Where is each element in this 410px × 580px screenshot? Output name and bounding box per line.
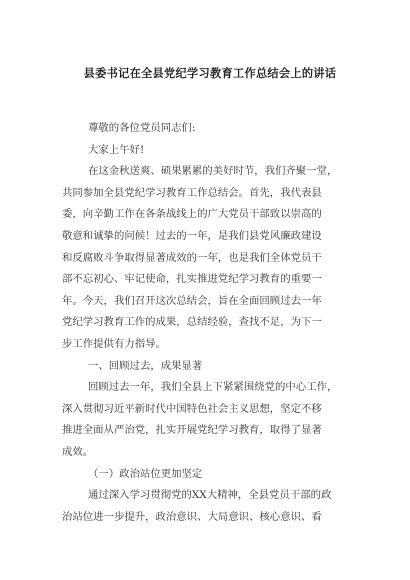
body-line: 在这金秋送爽、硕果累累的美好时节，我们齐聚一堂，: [88, 165, 338, 178]
document-title: 县委书记在全县党纪学习教育工作总结会上的讲话: [83, 67, 337, 80]
body-line: 敬意和诚挚的问候！过去的一年，是我们县党风廉政建设: [62, 230, 322, 242]
body-line: 步工作提供有力指导。: [62, 338, 166, 350]
body-line: 推进全面从严治党，扎实开展党纪学习教育，取得了显著: [62, 424, 322, 437]
body-line: 委，向辛勤工作在各条战线上的广大党员干部致以崇高的: [62, 208, 322, 221]
body-line: 年。今天，我们召开这次总结会，旨在全面回顾过去一年: [62, 294, 322, 307]
body-line: 治站位进一步提升，政治意识、大局意识、核心意识、看: [62, 510, 322, 523]
body-line: 大家上午好!: [88, 143, 145, 156]
body-line: 尊敬的各位党员同志们:: [88, 122, 196, 134]
body-line: 和反腐败斗争取得显著成效的一年，也是我们全体党员干: [62, 251, 322, 264]
body-line: 通过深入学习贯彻党的XX大精神，全县党员干部的政: [88, 489, 332, 502]
body-line: 深入贯彻习近平新时代中国特色社会主义思想，坚定不移: [62, 402, 322, 415]
body-line: 党纪学习教育工作的成果，总结经验，查找不足，为下一: [62, 316, 322, 329]
body-line: 部不忘初心、牢记使命，扎实推进党纪学习教育的重要一: [62, 273, 322, 286]
body-line: 成效。: [62, 446, 94, 458]
body-line: 一、回顾过去，成果显著: [88, 359, 203, 372]
body-line: （一）政治站位更加坚定: [88, 467, 203, 480]
body-line: 回顾过去一年，我们全县上下紧紧围绕党的中心工作，: [88, 381, 338, 394]
body-line: 共同参加全县党纪学习教育工作总结会。首先，我代表县: [62, 186, 322, 199]
